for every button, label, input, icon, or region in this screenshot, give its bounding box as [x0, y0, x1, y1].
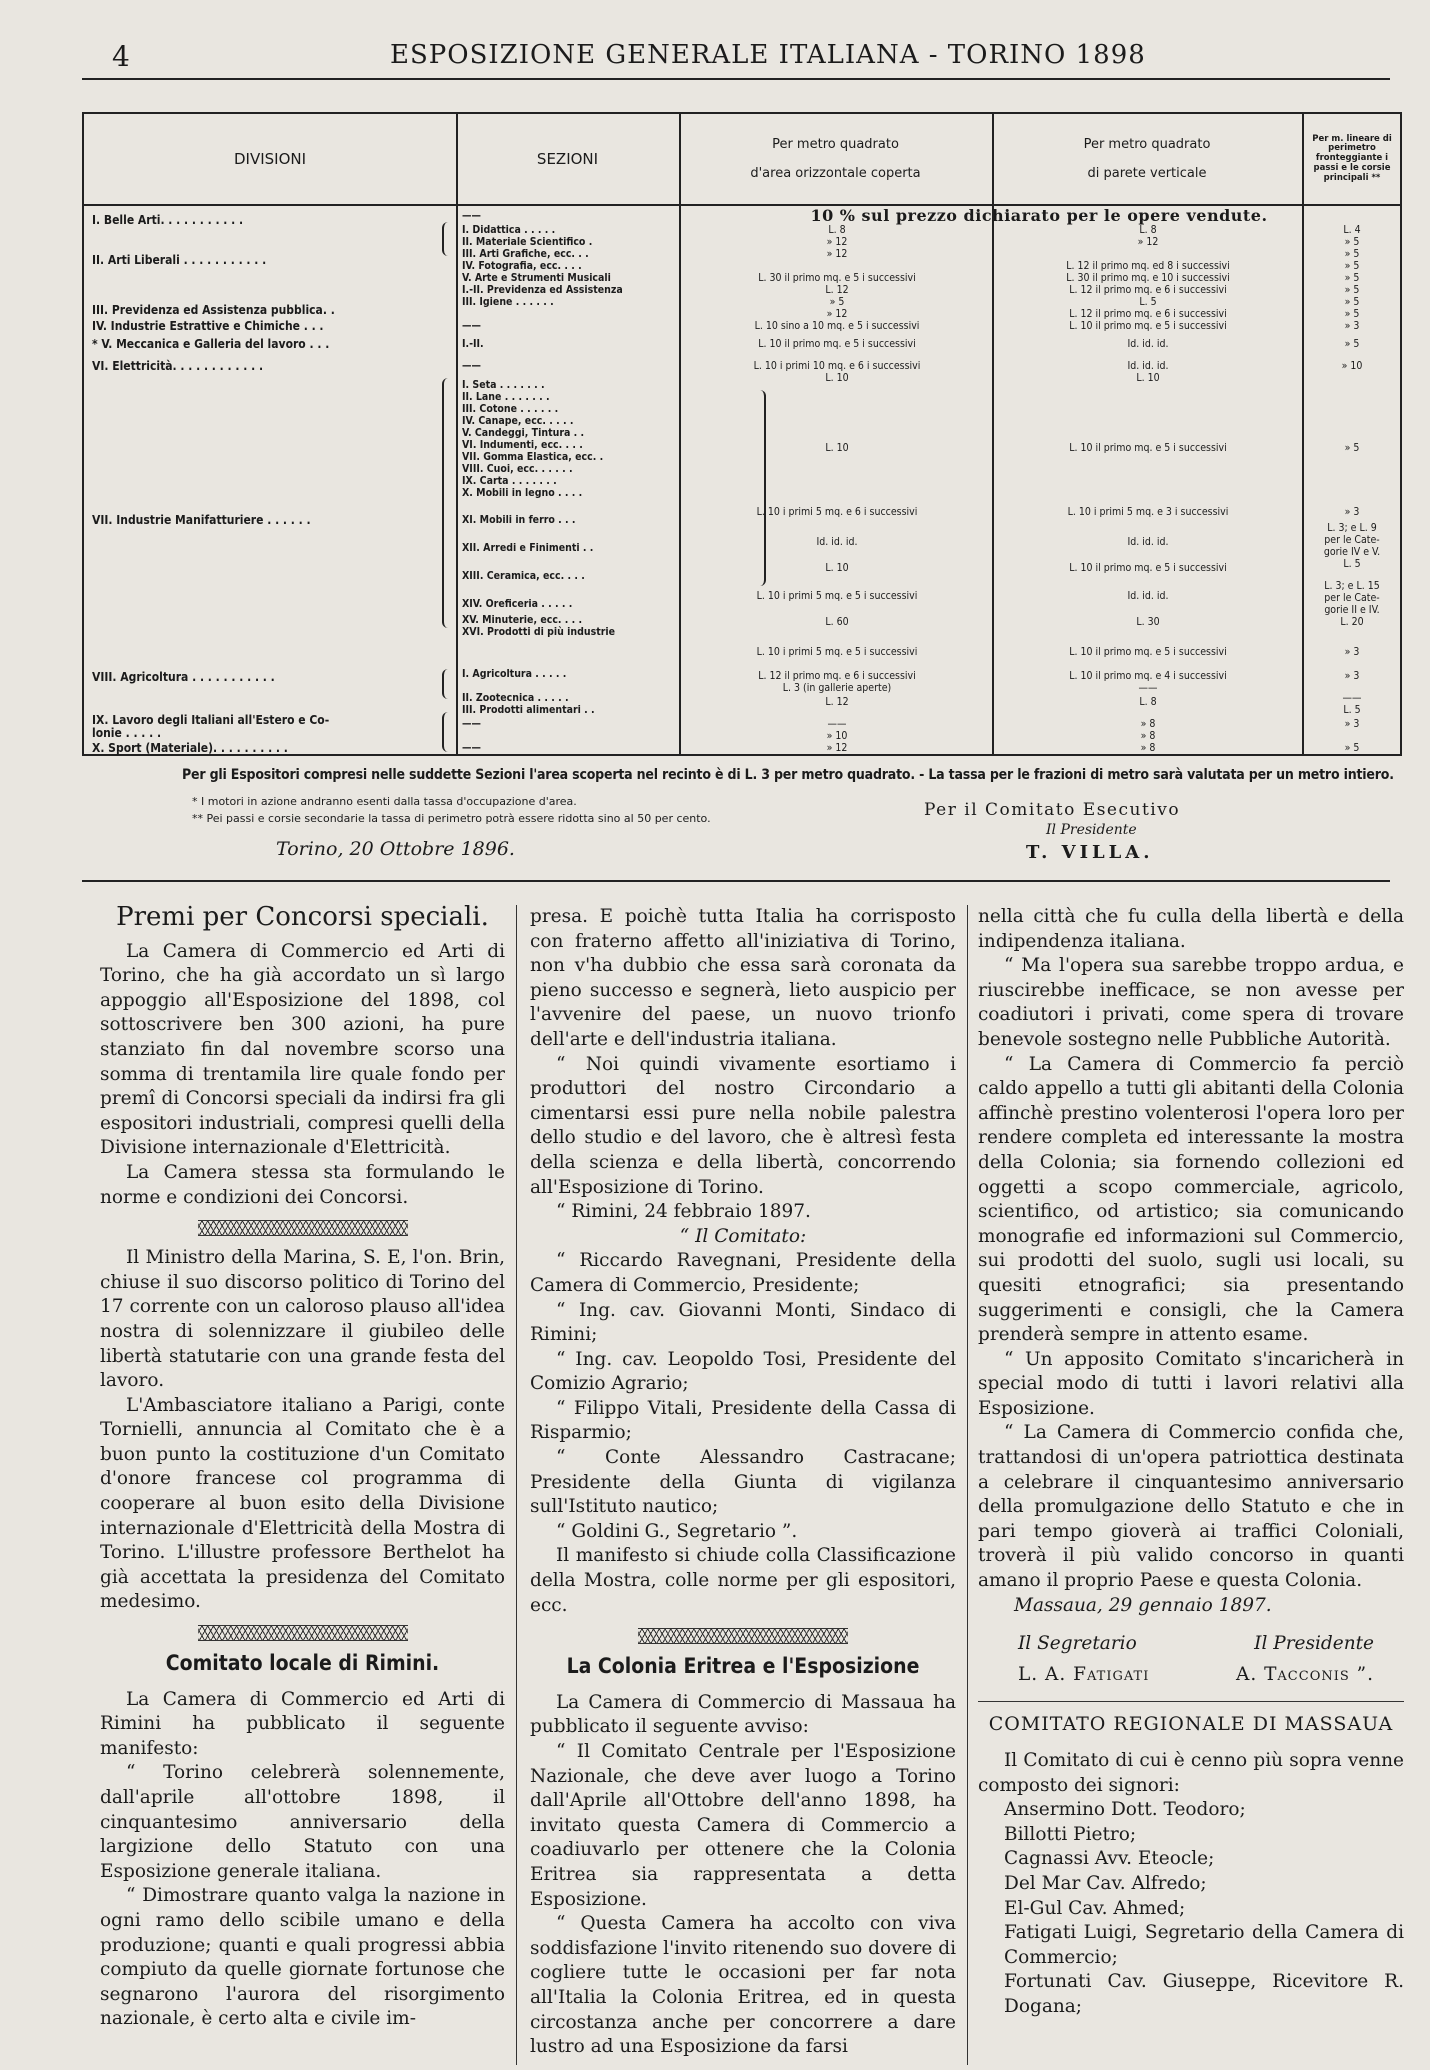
orizzontale-value: L. 10	[825, 372, 849, 384]
section-rule	[82, 880, 1390, 882]
division-label: lonie . . . . .	[92, 726, 162, 740]
verticale-value: L. 10 il primo mq. e 5 i successivi	[1069, 562, 1227, 574]
lineare-value: » 5	[1344, 260, 1360, 272]
lineare-value: per le Cate-	[1324, 592, 1380, 604]
ornament-divider	[638, 1628, 848, 1644]
th-orizzontale-line1: Per metro quadrato	[772, 137, 899, 152]
column-2	[530, 905, 956, 2060]
verticale-value: Id. id. id.	[1127, 590, 1169, 602]
lineare-value: L. 4	[1343, 224, 1361, 236]
verticale-value: L. 30	[1136, 616, 1160, 628]
paragraph: “ Ing. cav. Leopoldo Tosi, Presidente del Comizio Agrario;	[530, 1348, 956, 1395]
comitato-esecutivo: Per il Comitato Esecutivo	[924, 800, 1181, 820]
lineare-value: » 5	[1344, 308, 1360, 320]
orizzontale-value: L. 10 i primi 5 mq. e 5 i successivi	[756, 646, 918, 658]
lineare-value: L. 20	[1340, 616, 1364, 628]
division-label: VIII. Agricoltura . . . . . . . . . . .	[92, 670, 275, 684]
paragraph: “ Goldini G., Segretario ”.	[556, 1520, 798, 1542]
division-label: * V. Meccanica e Galleria del lavoro . . .	[92, 337, 330, 351]
th-verticale-line1: Per metro quadrato	[1083, 137, 1211, 152]
verticale-value: L. 10	[1136, 372, 1160, 384]
section-label: VII. Gomma Elastica, ecc. .	[462, 451, 604, 463]
paragraph: Il manifesto si chiude colla Classificazione della Mostra, colle norme per gli espositori, ecc.	[530, 1545, 956, 1616]
paragraph: “ Torino celebrerà solennemente, dall'aprile all'ottobre 1898, il cinquantesimo anniversario della largizione dello Statuto con una Esposizione generale italiana.	[100, 1762, 505, 1882]
orizzontale-value: L. 10 il primo mq. e 5 i successivi	[758, 338, 916, 350]
verticale-value: Id. id. id.	[1127, 338, 1169, 350]
paragraph: “ Un apposito Comitato s'incaricherà in special modo di tutti i lavori relativi alla Esposizione.	[978, 1348, 1404, 1419]
paragraph: “ Dimostrare quanto valga la nazione in ogni ramo dello scibile umano e della produzione; quanti e quali progressi abbia compiuto da quelle giornate fortunose che segnarono l'aurora del risorgimento nazionale, è certo alta e civile im-	[100, 1885, 505, 2030]
orizzontale-value: L. 10 i primi 5 mq. e 5 i successivi	[756, 590, 918, 602]
paragraph: “ La Camera di Commercio confida che, trattandosi di un'opera patriottica destinata a celebrare il cinquantesimo anniversario della promulgazione dello Statuto e che in pari tempo gioverà ai traffici Coloniali, troverà il più valido concorso in quanti amano il proprio Paese e questa Colonia.	[978, 1422, 1404, 1592]
presidente-label-2: Il Presidente	[1254, 1633, 1374, 1655]
verticale-value: » 8	[1140, 742, 1156, 754]
paragraph: “ Questa Camera ha accolto con viva soddisfazione l'invito ritenendo suo dovere di cogliere tutte le occasioni per far nota all'Italia la Colonia Eritrea, ed in questa circostanza anche per concorrere a dare lustro ad una Esposizione da farsi	[530, 1913, 956, 2058]
verticale-value: » 8	[1140, 718, 1156, 730]
lineare-value: ——	[1342, 692, 1362, 704]
headline-premi: Premi per Concorsi speciali.	[116, 902, 489, 932]
verticale-value: Id. id. id.	[1127, 536, 1169, 548]
lineare-value: » 3	[1344, 320, 1360, 332]
lineare-value: » 5	[1344, 442, 1360, 454]
section-label: II. Lane . . . . . . .	[462, 391, 550, 403]
section-label: IV. Fotografia, ecc. . . .	[462, 260, 582, 272]
orizzontale-value: L. 10	[825, 562, 849, 574]
brace	[442, 669, 452, 699]
column-1	[100, 902, 505, 2032]
orizzontale-value: » 12	[826, 236, 848, 248]
ornament-divider	[198, 1625, 408, 1641]
th-sezioni: SEZIONI	[536, 150, 599, 168]
paragraph: nella città che fu culla della libertà e della indipendenza italiana.	[978, 906, 1404, 952]
lineare-value: » 5	[1344, 272, 1360, 284]
brace	[442, 222, 452, 256]
orizzontale-value: Id. id. id.	[816, 536, 858, 548]
table-date: Torino, 20 Ottobre 1896.	[276, 838, 515, 860]
th-orizzontale	[679, 114, 992, 204]
orizzontale-value: L. 12	[825, 696, 849, 708]
orizzontale-value: » 12	[826, 742, 848, 754]
segretario-label: Il Segretario	[1018, 1633, 1137, 1655]
lineare-value: L. 3; e L. 15	[1324, 580, 1380, 592]
section-label: I. Didattica . . . . .	[462, 224, 556, 236]
belle-arti-note: 10 % sul prezzo dichiarato per le opere vendute.	[810, 206, 1268, 225]
section-label: I.-II. Previdenza ed Assistenza	[462, 284, 623, 296]
headline-comitato-massaua: COMITATO REGIONALE DI MASSAUA	[988, 1713, 1394, 1736]
section-label: V. Candeggi, Tintura . .	[462, 427, 585, 439]
orizzontale-value: L. 30 il primo mq. e 5 i successivi	[758, 272, 916, 284]
lineare-value: » 10	[1341, 360, 1363, 372]
orizzontale-value: » 5	[829, 296, 845, 308]
lineare-value: » 5	[1344, 296, 1360, 308]
section-label: VIII. Cuoi, ecc. . . . . .	[462, 463, 573, 475]
paragraph: “ Il Comitato Centrale per l'Esposizione Nazionale, che deve aver luogo a Torino dall'Aprile all'Ottobre dell'anno 1898, ha invitato questa Camera di Commercio a coadiuvarlo per ottenere che la Colonia Eritrea sia rappresentata a detta Esposizione.	[530, 1741, 956, 1910]
footnote-passi: ** Pei passi e corsie secondarie la tassa di perimetro potrà essere ridotta sino al 50 per cento.	[192, 812, 711, 825]
orizzontale-value: L. 60	[825, 616, 849, 628]
lineare-value: » 5	[1344, 338, 1360, 350]
section-label: ——	[462, 320, 481, 332]
paragraph: Il Ministro della Marina, S. E, l'on. Brin, chiuse il suo discorso politico di Torino del 17 corrente con un caloroso plauso all'idea nostra di solennizzare il giubileo delle libertà statutarie con una grande festa del lavoro.	[100, 1247, 505, 1392]
presidente-name: A. Tacconis ”.	[1235, 1663, 1374, 1685]
verticale-value: L. 10 i primi 5 mq. e 3 i successivi	[1067, 506, 1229, 518]
member-name: Billotti Pietro;	[1004, 1823, 1137, 1845]
division-label: IX. Lavoro degli Italiani all'Estero e Co-	[92, 713, 330, 727]
lineare-value: per le Cate-	[1324, 534, 1380, 546]
verticale-value: L. 12 il primo mq. e 6 i successivi	[1069, 284, 1227, 296]
section-label: II. Materiale Scientifico .	[462, 236, 593, 248]
orizzontale-value: L. 10 sino a 10 mq. e 5 i successivi	[754, 320, 920, 332]
ornament-divider	[198, 1220, 408, 1236]
th-divisioni: DIVISIONI	[233, 150, 307, 168]
brace	[442, 378, 452, 628]
lineare-value: gorie IV e V.	[1323, 546, 1381, 558]
lineare-value: » 5	[1344, 284, 1360, 296]
member-name: Cagnassi Avv. Eteocle;	[1004, 1848, 1215, 1870]
th-lineare: Per m. lineare di perimetro fronteggiante i passi e le corsie principali **	[1312, 133, 1392, 183]
lineare-value: L. 3; e L. 9	[1327, 522, 1377, 534]
section-label: XI. Mobili in ferro . . .	[462, 514, 576, 526]
column-3	[978, 905, 1404, 2020]
column-rule	[967, 905, 968, 2065]
division-label: IV. Industrie Estrattive e Chimiche . . .	[92, 319, 324, 333]
section-label: IV. Canape, ecc. . . . .	[462, 415, 574, 427]
verticale-value: L. 8	[1139, 696, 1157, 708]
section-label: V. Arte e Strumenti Musicali	[462, 272, 611, 284]
footnote-motori: * I motori in azione andranno esenti dalla tassa d'occupazione d'area.	[192, 795, 577, 808]
headline-eritrea: La Colonia Eritrea e l'Esposizione	[566, 1654, 920, 1679]
verticale-value: L. 10 il primo mq. e 4 i successivi	[1069, 670, 1227, 682]
headline-rimini: Comitato locale di Rimini.	[165, 1651, 440, 1676]
section-label: III. Arti Grafiche, ecc. . .	[462, 248, 589, 260]
orizzontale-value: L. 8	[828, 224, 846, 236]
member-name: El-Gul Cav. Ahmed;	[1004, 1897, 1186, 1919]
presidente-label: Il Presidente	[1046, 822, 1137, 838]
paragraph: “ Rimini, 24 febbraio 1897.	[556, 1201, 811, 1223]
paragraph: La Camera di Commercio di Massaua ha pubblicato il seguente avviso:	[530, 1691, 956, 1738]
column-rule	[516, 905, 517, 2065]
segretario-name: L. A. Fatigati	[1018, 1663, 1150, 1685]
header-rule	[82, 78, 1390, 80]
paragraph: “ Filippo Vitali, Presidente della Cassa di Risparmio;	[530, 1397, 956, 1444]
paragraph: La Camera di Commercio ed Arti di Rimini ha pubblicato il seguente manifesto:	[100, 1688, 505, 1759]
paragraph: “ Il Comitato:	[679, 1225, 807, 1247]
lineare-value: » 3	[1344, 646, 1360, 658]
section-label: I.-II.	[462, 338, 484, 350]
brace	[756, 390, 766, 586]
section-label: I. Agricoltura . . . . .	[462, 668, 567, 680]
division-label: VII. Industrie Manifatturiere . . . . . .	[92, 513, 311, 527]
section-label: III. Cotone . . . . . .	[462, 403, 559, 415]
th-verticale	[992, 114, 1302, 204]
section-label: III. Igiene . . . . . .	[462, 296, 554, 308]
section-label: VI. Indumenti, ecc. . . .	[462, 439, 583, 451]
paragraph: La Camera di Commercio ed Arti di Torino, che ha già accordato un sì largo appoggio all'Esposizione del 1898, col sottoscrivere ben 300 azioni, ha pure stanziato fin dal novembre scorso una somma di trentamila lire quale fondo per premî di Concorsi speciali da indirsi fra gli espositori industriali, compresi quelli della Divisione internazionale d'Elettricità.	[100, 940, 505, 1159]
paragraph: “ La Camera di Commercio fa perciò caldo appello a tutti gli abitanti della Colonia affinchè prestino volenterosi l'opera loro per rendere completa ed interessante la mostra della Colonia; sia fornendo collezioni ed oggetti a scopo commerciale, agricolo, scientifico, od artistico; sia comunicando monografie ed informazioni sul Commercio, sui prodotti del suolo, sugli usi locali, su quesiti etnografici; sia presentando suggerimenti e consigli, che la Camera prenderà sempre in attento esame.	[978, 1053, 1404, 1346]
verticale-value: L. 10 il primo mq. e 5 i successivi	[1069, 320, 1227, 332]
page-number: 4	[112, 40, 130, 73]
th-orizzontale-line2: d'area orizzontale coperta	[750, 166, 921, 181]
orizzontale-value: » 10	[826, 730, 848, 742]
paragraph: presa. E poichè tutta Italia ha corrisposto con fraterno affetto all'iniziativa di Torino, non v'ha dubbio che essa sarà coronata da pieno successo e segnerà, lieto auspicio per l'avvenire del paese, un nuovo trionfo dell'arte e dell'industria italiana.	[530, 906, 956, 1050]
signature-labels	[978, 1632, 1404, 1657]
paragraph: “ Ing. cav. Giovanni Monti, Sindaco di Rimini;	[530, 1299, 956, 1346]
division-label: II. Arti Liberali . . . . . . . . . . .	[92, 253, 267, 267]
member-name: Ansermino Dott. Teodoro;	[1004, 1799, 1246, 1821]
lineare-value: L. 5	[1343, 704, 1361, 716]
verticale-value: L. 12 il primo mq. e 6 i successivi	[1069, 308, 1227, 320]
section-label: ——	[462, 360, 481, 372]
division-label: III. Previdenza ed Assistenza pubblica. .	[92, 303, 335, 317]
table-note: Per gli Espositori compresi nelle suddette Sezioni l'area scoperta nel recinto è di L. 3 per metro quadrato. - La tassa per le frazioni di metro sarà valutata per un metro intiero.	[182, 767, 1394, 783]
orizzontale-value: L. 10	[825, 442, 849, 454]
massaua-date: Massaua, 29 gennaio 1897.	[1014, 1594, 1272, 1616]
lineare-value: gorie II e IV.	[1324, 604, 1380, 616]
orizzontale-value: L. 10 i primi 10 mq. e 6 i successivi	[753, 360, 921, 372]
col-divider	[456, 114, 458, 754]
divider	[978, 1701, 1404, 1702]
lineare-value: » 5	[1344, 236, 1360, 248]
member-name: Del Mar Cav. Alfredo;	[1004, 1872, 1207, 1894]
lineare-value: » 5	[1344, 248, 1360, 260]
orizzontale-value: ——	[827, 718, 847, 730]
division-label: X. Sport (Materiale). . . . . . . . . .	[92, 741, 288, 755]
lineare-value: » 3	[1344, 670, 1360, 682]
section-label: XV. Minuterie, ecc. . . .	[462, 614, 583, 626]
orizzontale-value: L. 3 (in gallerie aperte)	[782, 682, 892, 694]
th-verticale-line2: di parete verticale	[1087, 166, 1207, 181]
section-label: IX. Carta . . . . . . .	[462, 475, 557, 487]
division-label: I. Belle Arti. . . . . . . . . . .	[92, 213, 244, 227]
page-header	[0, 30, 1430, 73]
orizzontale-value: L. 12 il primo mq. e 6 i successivi	[758, 670, 916, 682]
section-label: ——	[462, 210, 481, 222]
paragraph: “ Noi quindi vivamente esortiamo i produttori del nostro Circondario a cimentarsi essi pure nella nobile palestra dello studio e del lavoro, che è altresì festa della scienza e della libertà, concorrendo all'Esposizione di Torino.	[530, 1053, 956, 1198]
verticale-value: L. 8	[1139, 224, 1157, 236]
lineare-value: » 3	[1344, 506, 1360, 518]
orizzontale-value: » 12	[826, 308, 848, 320]
section-label: ——	[462, 718, 481, 730]
tariff-table	[82, 112, 1402, 756]
section-label: I. Seta . . . . . . .	[462, 379, 545, 391]
verticale-value: L. 10 il primo mq. e 5 i successivi	[1069, 646, 1227, 658]
member-list	[978, 1798, 1404, 2019]
member-name: Fortunati Cav. Giuseppe, Ricevitore R. Dogana;	[1004, 1971, 1404, 2017]
section-label: ——	[462, 742, 481, 754]
division-label: VI. Elettricità. . . . . . . . . . . .	[92, 359, 264, 373]
section-label: XIV. Oreficeria . . . . .	[462, 598, 573, 610]
verticale-value: » 8	[1140, 730, 1156, 742]
paragraph: Il Comitato di cui è cenno più sopra venne composto dei signori:	[978, 1750, 1404, 1796]
running-title: ESPOSIZIONE GENERALE ITALIANA - TORINO 1898	[390, 40, 1146, 70]
paragraph: L'Ambasciatore italiano a Parigi, conte Tornielli, annuncia al Comitato che è a buon punto la costituzione d'un Comitato d'onore francese col programma di cooperare al buon esito della Divisione internazionale d'Elettricità della Mostra di Torino. L'illustre professore Berthelot ha già accettata la presidenza del Comitato medesimo.	[100, 1394, 505, 1613]
lineare-value: L. 5	[1343, 558, 1361, 570]
verticale-value: L. 12 il primo mq. ed 8 i successivi	[1066, 260, 1230, 272]
signatures	[978, 1663, 1404, 1688]
lineare-value: » 3	[1344, 718, 1360, 730]
brace	[442, 712, 452, 752]
verticale-value: » 12	[1137, 236, 1159, 248]
section-label: III. Prodotti alimentari . .	[462, 704, 595, 716]
verticale-value: L. 30 il primo mq. e 10 i successivi	[1066, 272, 1230, 284]
paragraph: La Camera stessa sta formulando le norme e condizioni dei Concorsi.	[100, 1161, 505, 1208]
section-label: XVI. Prodotti di più industrie	[462, 626, 616, 638]
section-label: II. Zootecnica . . . . .	[462, 692, 569, 704]
signature-villa: T. VILLA.	[1026, 842, 1154, 863]
paragraph: “ Riccardo Ravegnani, Presidente della Camera di Commercio, Presidente;	[530, 1250, 956, 1296]
orizzontale-value: L. 12	[825, 284, 849, 296]
paragraph: “ Conte Alessandro Castracane; Presidente della Giunta di vigilanza sull'Istituto nautico;	[530, 1447, 956, 1518]
orizzontale-value: L. 10 i primi 5 mq. e 6 i successivi	[756, 506, 918, 518]
section-label: XIII. Ceramica, ecc. . . .	[462, 570, 585, 582]
section-label: X. Mobili in legno . . . .	[462, 487, 583, 499]
verticale-value: L. 10 il primo mq. e 5 i successivi	[1069, 442, 1227, 454]
verticale-value: L. 5	[1139, 296, 1157, 308]
verticale-value: Id. id. id.	[1127, 360, 1169, 372]
verticale-value: ——	[1138, 682, 1158, 694]
orizzontale-value: » 12	[826, 248, 848, 260]
member-name: Fatigati Luigi, Segretario della Camera di Commercio;	[1004, 1922, 1404, 1968]
paragraph: “ Ma l'opera sua sarebbe troppo ardua, e riuscirebbe inefficace, se non avesse per coadiutori i privati, come spera di trovare benevole sostegno nelle Pubbliche Autorità.	[978, 955, 1404, 1050]
lineare-value: » 5	[1344, 742, 1360, 754]
section-label: XII. Arredi e Finimenti . .	[462, 542, 594, 554]
